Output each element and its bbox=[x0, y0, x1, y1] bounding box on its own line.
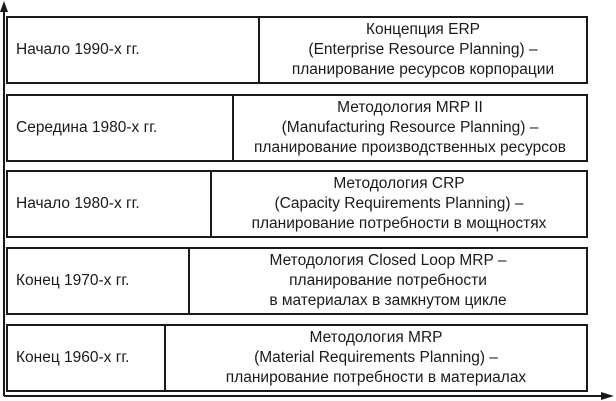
stage-title: Концепция ERP bbox=[365, 21, 481, 38]
stage-description bbox=[164, 324, 588, 392]
stage-row-crp bbox=[6, 170, 588, 238]
stage-row-mrp2 bbox=[6, 94, 588, 162]
stage-description bbox=[232, 94, 588, 162]
stage-title: Методология CRP bbox=[333, 175, 465, 192]
horizontal-axis bbox=[4, 392, 614, 400]
stage-fullname: (Enterprise Resource Planning) – bbox=[308, 41, 538, 58]
era-label: Конец 1960-х гг. bbox=[6, 324, 164, 392]
stage-fullname: (Capacity Requirements Planning) – bbox=[274, 195, 524, 212]
stage-title: Методология MRP II bbox=[337, 99, 483, 116]
stage-description bbox=[188, 247, 588, 315]
up-arrow-icon bbox=[0, 1, 8, 12]
stage-row-erp bbox=[6, 16, 588, 84]
stage-fullname: (Material Requirements Planning) – bbox=[254, 349, 498, 366]
stage-fullname: (Manufacturing Resource Planning) – bbox=[281, 119, 539, 136]
stage-fullname: планирование потребности bbox=[289, 272, 487, 289]
stage-meaning: планирование потребности в мощностях bbox=[251, 215, 547, 232]
stage-title: Методология MRP bbox=[309, 329, 443, 346]
stage-description bbox=[258, 16, 588, 84]
era-label: Начало 1990-х гг. bbox=[6, 16, 258, 84]
stage-row-closed-loop-mrp bbox=[6, 247, 588, 315]
stage-title: Методология Closed Loop MRP – bbox=[269, 252, 507, 269]
era-label: Конец 1970-х гг. bbox=[6, 247, 188, 315]
stage-row-mrp bbox=[6, 324, 588, 392]
stage-meaning: в материалах в замкнутом цикле bbox=[269, 292, 507, 309]
era-label: Начало 1980-х гг. bbox=[6, 170, 210, 238]
right-arrow-icon bbox=[601, 392, 614, 400]
era-label: Середина 1980-х гг. bbox=[6, 94, 232, 162]
stage-meaning: планирование потребности в материалах bbox=[225, 369, 527, 386]
stage-description bbox=[210, 170, 588, 238]
stage-meaning: планирование производственных ресурсов bbox=[254, 139, 566, 156]
stage-meaning: планирование ресурсов корпорации bbox=[291, 61, 555, 78]
